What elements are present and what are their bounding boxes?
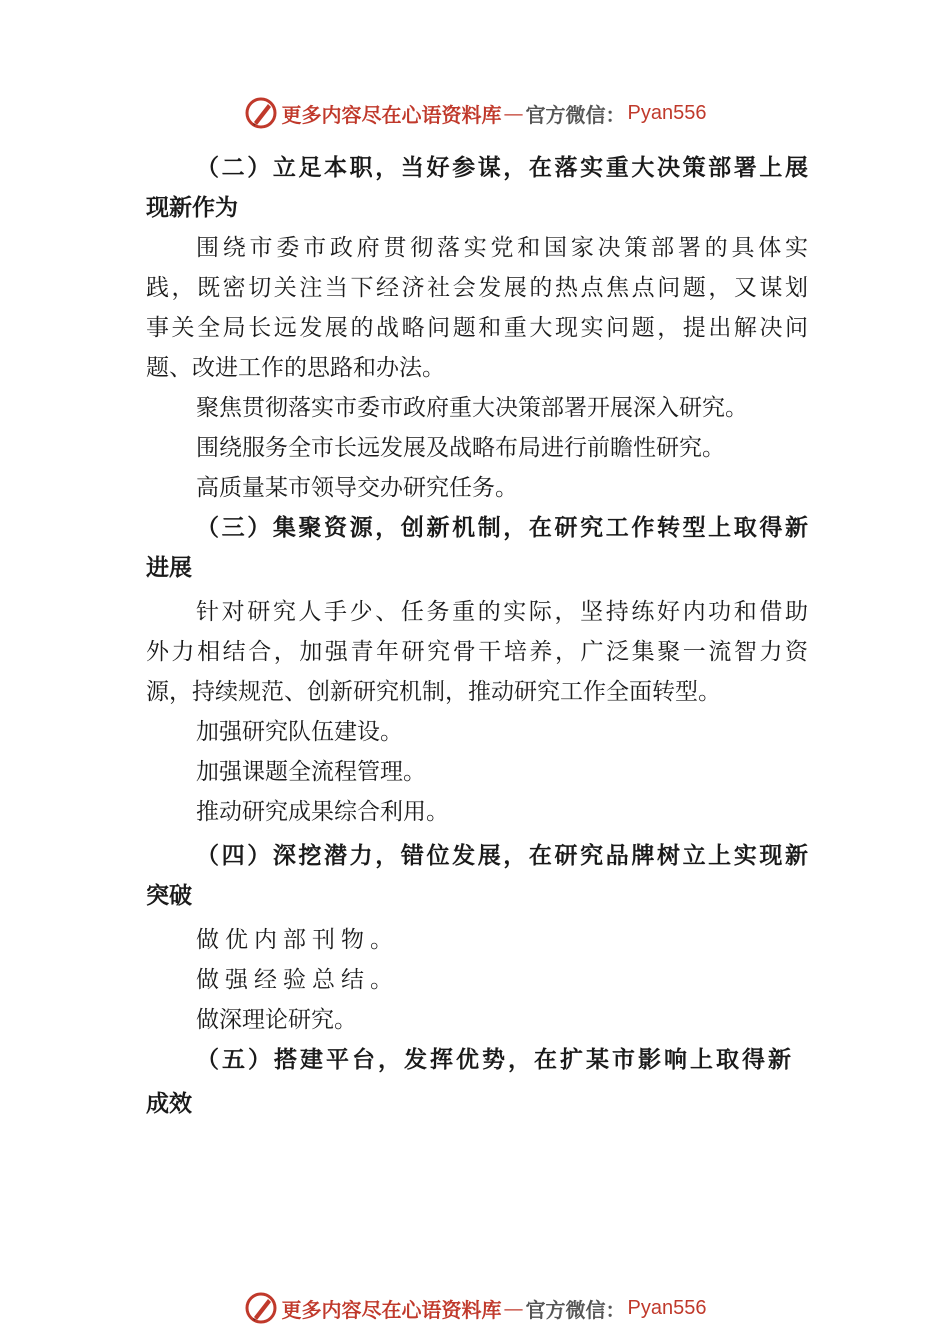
section-2-paragraph-line-1: 围绕市委市政府贯彻落实党和国家决策部署的具体实 — [196, 235, 808, 261]
section-2-heading-line-2: 现新作为 — [146, 194, 238, 221]
section-3-heading-line-2: 进展 — [146, 554, 192, 581]
document-body — [146, 148, 808, 1124]
banner-main-text: 更多内容尽在心语资料库 — [281, 102, 502, 127]
section-3-heading-line-1: （三）集聚资源，创新机制，在研究工作转型上取得新 — [196, 514, 808, 541]
section-4-item-2: 做强经验总结。 — [196, 967, 399, 993]
footer-label: 官方微信： — [525, 1297, 626, 1322]
footer-main-text: 更多内容尽在心语资料库 — [281, 1297, 502, 1322]
section-3-item-2: 加强课题全流程管理。 — [196, 759, 426, 785]
section-3-paragraph-line-2: 外力相结合，加强青年研究骨干培养，广泛集聚一流智力资 — [146, 639, 808, 665]
section-3-item-3: 推动研究成果综合利用。 — [196, 799, 449, 825]
header-banner — [0, 93, 950, 133]
section-4-heading-line-2: 突破 — [146, 882, 192, 909]
section-3-paragraph-line-1: 针对研究人手少、任务重的实际，坚持练好内功和借助 — [196, 599, 808, 625]
section-4-item-3: 做深理论研究。 — [196, 1007, 357, 1033]
pen-logo-icon — [244, 1291, 278, 1325]
section-2-paragraph-line-2: 践，既密切关注当下经济社会发展的热点焦点问题，又谋划 — [146, 275, 808, 301]
section-2-paragraph-line-4: 题、改进工作的思路和办法。 — [146, 355, 445, 381]
footer-dash: — — [503, 1296, 524, 1320]
banner-wechat-id: Pyan556 — [627, 101, 707, 124]
section-2-item-1: 聚焦贯彻落实市委市政府重大决策部署开展深入研究。 — [196, 395, 748, 421]
section-2-item-2: 围绕服务全市长远发展及战略布局进行前瞻性研究。 — [196, 435, 725, 461]
pen-logo-icon — [244, 96, 278, 130]
section-2-heading-line-1: （二）立足本职，当好参谋，在落实重大决策部署上展 — [196, 154, 808, 181]
section-4-item-1: 做优内部刊物。 — [196, 927, 399, 953]
section-3-paragraph-line-3: 源，持续规范、创新研究机制，推动研究工作全面转型。 — [146, 679, 721, 705]
section-3-item-1: 加强研究队伍建设。 — [196, 719, 403, 745]
section-2-item-3: 高质量某市领导交办研究任务。 — [196, 475, 518, 501]
section-5-heading-line-2: 成效 — [146, 1090, 192, 1117]
section-5-heading-line-1: （五）搭建平台，发挥优势，在扩某市影响上取得新 — [196, 1046, 794, 1073]
footer-wechat-id: Pyan556 — [627, 1296, 707, 1319]
banner-label: 官方微信： — [525, 102, 626, 127]
section-2-paragraph-line-3: 事关全局长远发展的战略问题和重大现实问题，提出解决问 — [146, 315, 808, 341]
section-4-heading-line-1: （四）深挖潜力，错位发展，在研究品牌树立上实现新 — [196, 842, 808, 869]
banner-dash: — — [503, 101, 524, 125]
footer-banner — [0, 1288, 950, 1328]
